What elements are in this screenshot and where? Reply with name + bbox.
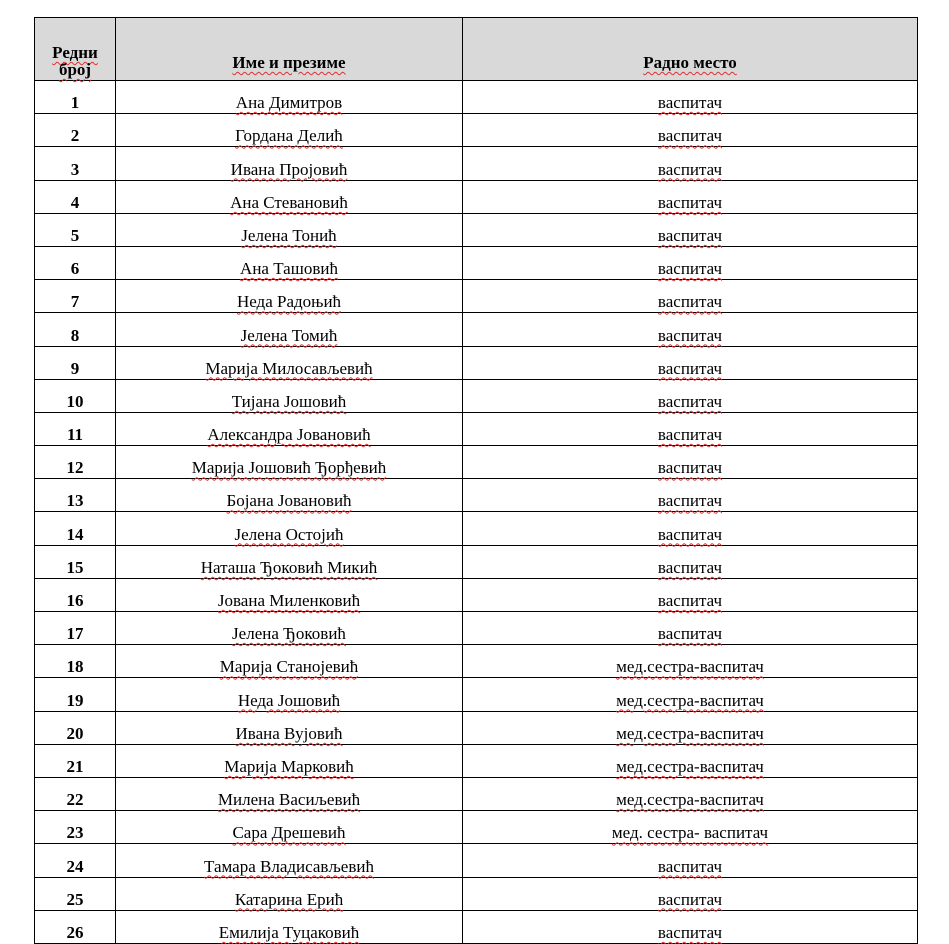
row-number: 14 [66,524,84,544]
row-position-cell [463,213,918,246]
row-position-cell [463,877,918,910]
row-name: Јелена Тонић [241,225,337,245]
row-position-cell [463,777,918,810]
row-number: 13 [66,491,84,511]
row-position-cell [463,844,918,877]
row-number-cell [35,744,116,777]
table-row [35,910,918,943]
row-name-cell [116,213,463,246]
row-position: васпитач [657,192,723,212]
table-row [35,213,918,246]
row-position: васпитач [657,292,723,312]
row-name-cell [116,711,463,744]
row-number-cell [35,313,116,346]
table-row [35,346,918,379]
table-row [35,578,918,611]
table-row [35,479,918,512]
row-number: 16 [66,591,84,610]
row-position-cell [463,711,918,744]
row-name: Марија Јошовић Ђорђевић [191,458,387,478]
row-name-cell [116,147,463,180]
table-row [35,280,918,313]
row-number-cell [35,645,116,678]
table-row [35,147,918,180]
row-position-cell [463,811,918,844]
row-number-cell [35,446,116,479]
row-number: 17 [66,624,84,644]
row-name: Бојана Јовановић [226,491,352,511]
row-number-cell [35,213,116,246]
row-name: Милена Васиљевић [217,790,361,810]
row-position-cell [463,678,918,711]
row-name: Марија Милосављевић [205,358,373,378]
header-name-label: Име и презиме [232,53,346,72]
row-number: 8 [70,325,80,345]
row-position-cell [463,910,918,943]
row-number-cell [35,811,116,844]
row-name: Наташа Ђоковић Микић [200,557,378,577]
row-name: Неда Јошовић [237,690,341,710]
row-name: Ивана Вујовић [235,723,343,743]
row-name-cell [116,379,463,412]
row-name-cell [116,877,463,910]
table-row [35,412,918,445]
row-name-cell [116,678,463,711]
row-position: васпитач [657,126,723,146]
row-name-cell [116,545,463,578]
header-position [463,18,918,81]
row-number: 20 [66,723,84,743]
row-number: 6 [70,259,80,279]
row-name-cell [116,811,463,844]
row-number-cell [35,346,116,379]
row-name: Ивана Пројовић [230,159,348,179]
row-number: 25 [66,889,84,909]
table-row [35,844,918,877]
row-position: васпитач [657,889,723,909]
row-position-cell [463,412,918,445]
row-name: Јелена Томић [240,325,338,345]
row-number: 5 [70,225,80,245]
row-position-cell [463,246,918,279]
row-name: Ана Димитров [235,93,343,113]
table-row [35,512,918,545]
row-name-cell [116,313,463,346]
table-row [35,379,918,412]
row-name: Тамара Владисављевић [204,856,374,876]
row-name: Јелена Ђоковић [232,624,346,644]
row-position: васпитач [657,922,723,942]
table-row [35,81,918,114]
row-name: Јелена Остојић [234,524,344,544]
row-position: васпитач [657,524,723,544]
table-row [35,678,918,711]
row-position: васпитач [657,458,723,478]
row-name: Марија Марковић [224,756,354,776]
row-number-cell [35,512,116,545]
row-number: 9 [70,358,80,378]
row-position-cell [463,379,918,412]
row-name-cell [116,910,463,943]
row-number: 26 [66,922,84,942]
row-position-cell [463,545,918,578]
row-number: 15 [66,557,84,577]
row-name-cell [116,246,463,279]
row-position: мед. сестра- васпитач [611,823,769,843]
row-position-cell [463,114,918,147]
row-name-cell [116,280,463,313]
row-name: Ана Стевановић [230,192,348,212]
row-number: 23 [66,823,84,843]
table-row [35,446,918,479]
row-number: 22 [66,790,84,810]
row-number: 24 [66,856,84,876]
row-position: васпитач [657,159,723,179]
row-name-cell [116,612,463,645]
row-number: 21 [66,756,84,776]
table-row [35,313,918,346]
row-position: мед.сестра-васпитач [616,723,764,743]
row-position: мед.сестра-васпитач [616,690,764,710]
row-name-cell [116,844,463,877]
row-name-cell [116,346,463,379]
table-body [35,81,918,944]
header-position-label: Радно место [643,53,737,72]
table-row [35,711,918,744]
table-row [35,180,918,213]
row-name-cell [116,180,463,213]
row-number-cell [35,412,116,445]
row-position: васпитач [657,358,723,378]
row-number: 19 [66,690,84,710]
row-number-cell [35,246,116,279]
row-position: васпитач [657,93,723,113]
row-position: васпитач [657,856,723,876]
row-name: Неда Радоњић [236,292,342,312]
row-position: мед.сестра-васпитач [616,790,764,810]
row-position-cell [463,313,918,346]
row-name: Тијана Јошовић [231,391,347,411]
row-name-cell [116,744,463,777]
row-position: мед.сестра-васпитач [616,657,764,677]
row-name: Александра Јовановић [207,425,371,445]
row-number-cell [35,545,116,578]
row-number: 18 [66,657,84,677]
table-row [35,645,918,678]
row-position-cell [463,578,918,611]
row-position: васпитач [657,391,723,411]
table-row [35,246,918,279]
staff-table [34,17,918,944]
row-number-cell [35,280,116,313]
row-position-cell [463,280,918,313]
row-number-cell [35,147,116,180]
row-name: Ана Ташовић [240,259,338,279]
row-name-cell [116,777,463,810]
row-name-cell [116,479,463,512]
row-name-cell [116,446,463,479]
header-row [35,18,918,81]
row-name: Катарина Ерић [234,889,344,909]
row-number: 10 [66,391,84,411]
table-row [35,744,918,777]
row-position-cell [463,180,918,213]
table-row [35,612,918,645]
row-number-cell [35,479,116,512]
row-position-cell [463,81,918,114]
row-number-cell [35,379,116,412]
row-number-cell [35,114,116,147]
header-number-line1: Редни [52,43,98,62]
row-position-cell [463,744,918,777]
row-number: 3 [70,159,80,179]
row-position-cell [463,147,918,180]
row-number-cell [35,777,116,810]
row-number-cell [35,910,116,943]
row-position: васпитач [657,425,723,445]
row-position: васпитач [657,491,723,511]
row-number-cell [35,578,116,611]
row-name-cell [116,645,463,678]
row-position-cell [463,346,918,379]
row-name-cell [116,412,463,445]
header-number-line2: број [58,60,92,79]
row-name-cell [116,114,463,147]
row-position-cell [463,645,918,678]
row-number-cell [35,612,116,645]
row-number: 1 [70,93,80,113]
row-name-cell [116,81,463,114]
table-row [35,114,918,147]
table-row [35,545,918,578]
row-position: васпитач [657,225,723,245]
row-position: васпитач [657,624,723,644]
row-position: васпитач [657,259,723,279]
row-number-cell [35,81,116,114]
row-position-cell [463,512,918,545]
row-number: 11 [66,425,84,445]
row-number-cell [35,180,116,213]
row-number-cell [35,844,116,877]
header-number [35,18,116,81]
row-position-cell [463,446,918,479]
row-name: Гордана Делић [235,126,343,146]
row-number: 4 [70,192,80,212]
row-position: васпитач [657,557,723,577]
row-number: 7 [70,292,80,312]
row-position: васпитач [657,325,723,345]
row-number: 2 [70,126,80,146]
row-name: Сара Дрешевић [232,823,346,843]
row-name: Емилија Туцаковић [218,922,360,942]
row-name-cell [116,512,463,545]
table-row [35,777,918,810]
row-name-cell [116,578,463,611]
row-position: мед.сестра-васпитач [616,756,764,776]
row-number-cell [35,711,116,744]
row-number-cell [35,877,116,910]
row-number-cell [35,678,116,711]
row-name: Марија Станојевић [219,657,359,677]
table-row [35,877,918,910]
row-position-cell [463,612,918,645]
row-position-cell [463,479,918,512]
row-name: Јована Миленковић [217,591,361,610]
header-name [116,18,463,81]
row-number: 12 [66,458,84,478]
table-row [35,811,918,844]
row-position: васпитач [657,591,723,610]
